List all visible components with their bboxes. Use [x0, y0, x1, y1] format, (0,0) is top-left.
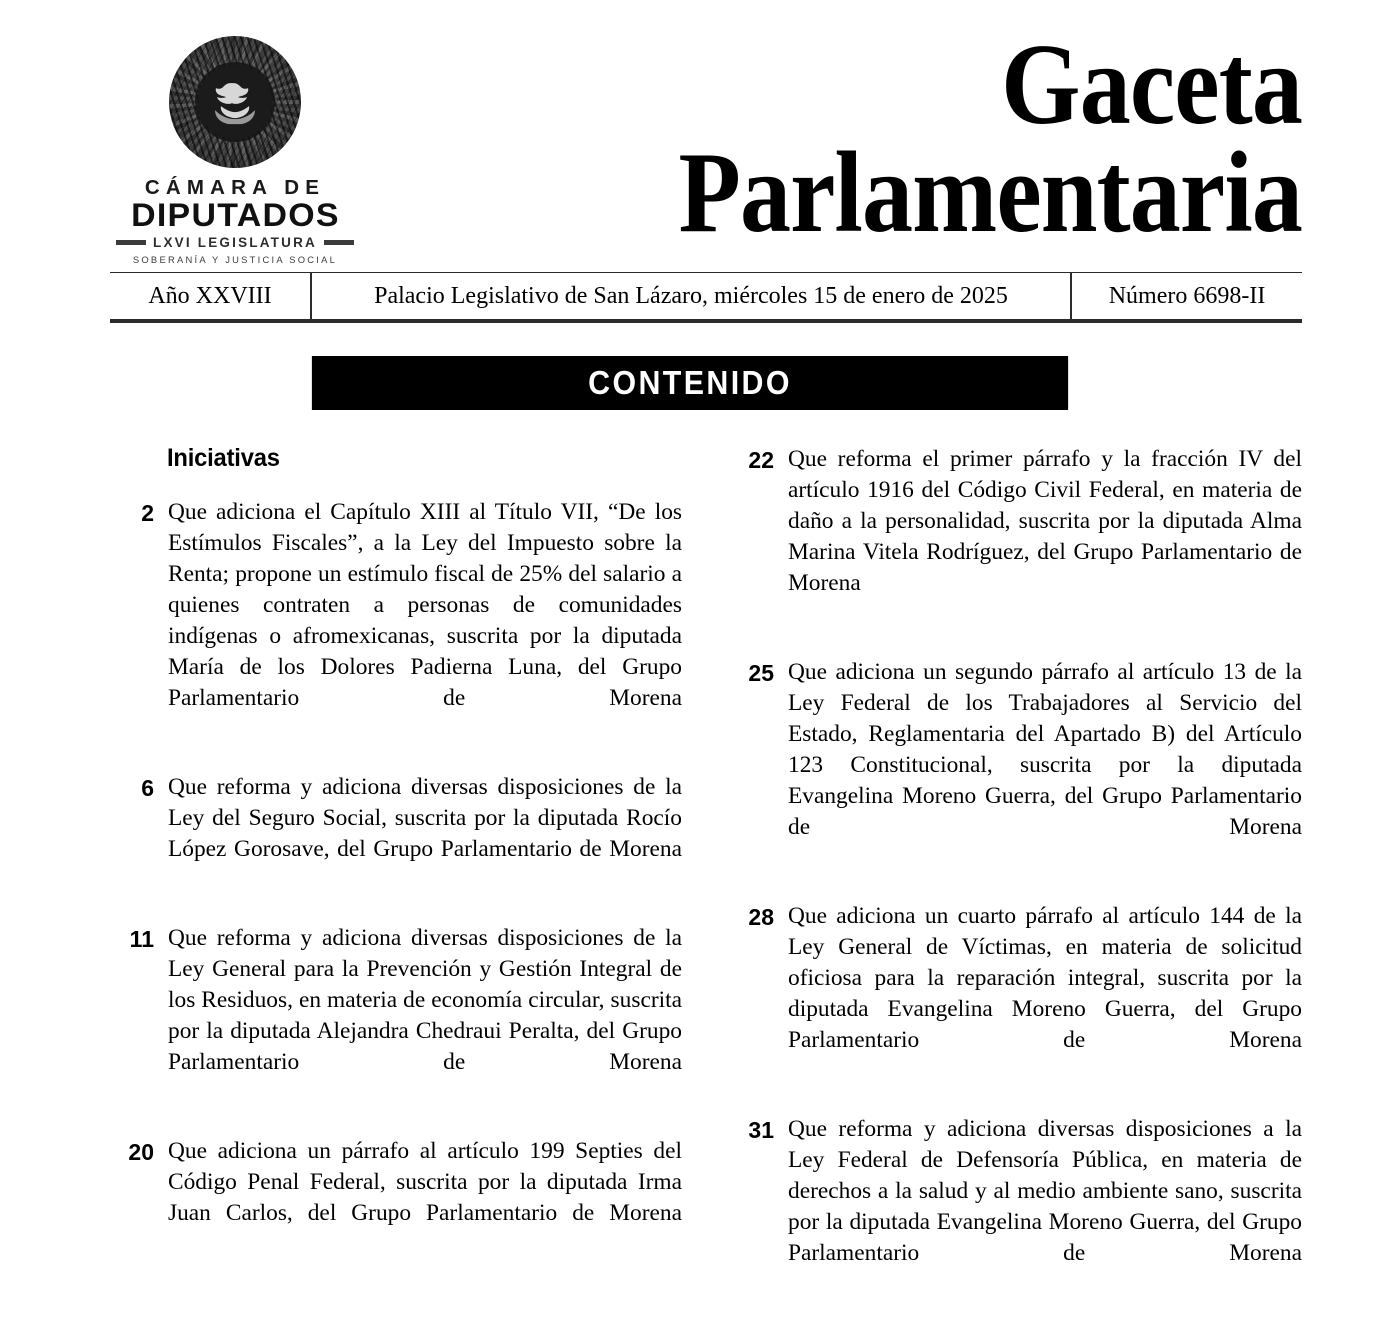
logo-dash-left-icon: [116, 240, 146, 245]
issue-year: Año XXVIII: [148, 282, 272, 309]
toc-entry[interactable]: [110, 772, 682, 896]
table-of-contents: [110, 444, 1302, 1327]
toc-entry-text: Que reforma el primer párrafo y la fracción IV del artículo 1916 del Código Civil Federal, en materia de daño a la personalidad, suscrita por la diputada Alma Marina Vitela Rodríguez, del Grupo Parlamentario de Morena: [788, 446, 1302, 596]
contenido-banner-wrap: [0, 356, 1380, 410]
toc-entry[interactable]: [730, 901, 1302, 1087]
toc-entry[interactable]: [110, 497, 682, 745]
toc-entry-page-number: 28: [748, 904, 774, 930]
toc-entry-page-number: 2: [141, 500, 154, 526]
logo-line-camara: CÁMARA DE: [144, 176, 326, 199]
toc-entry-page-number: 31: [748, 1117, 774, 1143]
toc-entry-text: Que reforma y adiciona diversas disposiciones a la Ley Federal de Defensoría Pública, en materia de derechos a la salud y al medio ambiente sano, suscrita por la diputada Evangelina Moreno Guerra, del Grupo Parlamentario de Morena: [788, 1116, 1302, 1266]
logo-line-diputados: DIPUTADOS: [130, 197, 340, 233]
logo-dash-right-icon: [324, 240, 354, 245]
toc-left-column: [110, 444, 682, 1327]
section-heading-iniciativas: Iniciativas: [167, 444, 280, 472]
toc-entry-page-number: 22: [748, 447, 774, 473]
logo-line-motto: SOBERANÍA Y JUSTICIA SOCIAL: [132, 254, 338, 265]
toc-entry[interactable]: [730, 1114, 1302, 1300]
title-word-gaceta: Gaceta: [1001, 21, 1302, 149]
toc-entry-page-number: 11: [129, 926, 154, 952]
camara-de-diputados-logo: [110, 28, 360, 265]
toc-entry[interactable]: [730, 444, 1302, 630]
publication-title: [360, 21, 1302, 258]
toc-entry[interactable]: [730, 657, 1302, 874]
toc-entry-page-number: 20: [128, 1139, 154, 1165]
toc-entry-text: Que reforma y adiciona diversas disposiciones de la Ley General para la Prevención y Gestión Integral de los Residuos, en materia de economía circular, suscrita por la diputada Alejandra Chedraui Peralta, del Grupo Parlamentario de Morena: [168, 925, 682, 1075]
seal-vignette: [169, 36, 301, 168]
masthead: [0, 0, 1380, 272]
issue-info-bar: [110, 272, 1302, 323]
toc-entry-text: Que adiciona el Capítulo XIII al Título VII, “De los Estímulos Fiscales”, a la Ley del Impuesto sobre la Renta; propone un estímulo fiscal de 25% del salario a quienes contraten a personas de comunidades indígenas o afromexicanas, suscrita por la diputada María de los Dolores Padierna Luna, del Grupo Parlamentario de Morena: [168, 499, 682, 711]
toc-entry[interactable]: [110, 1136, 682, 1260]
toc-entry-text: Que reforma y adiciona diversas disposiciones de la Ley del Seguro Social, suscrita por la diputada Rocío López Gorosave, del Grupo Parlamentario de Morena: [168, 774, 682, 862]
mexican-eagle-seal-icon: [169, 36, 301, 168]
toc-entry[interactable]: [110, 923, 682, 1109]
issue-place-date: Palacio Legislativo de San Lázaro, miércoles 15 de enero de 2025: [310, 273, 1072, 319]
toc-entry-text: Que adiciona un segundo párrafo al artículo 13 de la Ley Federal de los Trabajadores al Servicio del Estado, Reglamentaria del Apartado B) del Artículo 123 Constitucional, suscrita por la diputada Evangelina Moreno Guerra, del Grupo Parlamentario de Morena: [788, 659, 1302, 840]
toc-entry-page-number: 6: [141, 775, 154, 801]
logo-legislature-row: [116, 235, 354, 250]
issue-number: Número 6698-II: [1108, 282, 1266, 309]
logo-line-legislatura: LXVI LEGISLATURA: [153, 235, 317, 250]
contenido-banner: CONTENIDO: [312, 356, 1068, 410]
toc-entry-text: Que adiciona un cuarto párrafo al artículo 144 de la Ley General de Víctimas, en materia de solicitud oficiosa para la reparación integral, suscrita por la diputada Evangelina Moreno Guerra, del Grupo Parlamentario de Morena: [788, 903, 1302, 1053]
title-word-parlamentaria: Parlamentaria: [678, 129, 1302, 258]
toc-entry-page-number: 25: [748, 660, 774, 686]
toc-right-column: [730, 444, 1302, 1327]
toc-entry-text: Que adiciona un párrafo al artículo 199 Septies del Código Penal Federal, suscrita por la diputada Irma Juan Carlos, del Grupo Parlamentario de Morena: [168, 1138, 682, 1226]
